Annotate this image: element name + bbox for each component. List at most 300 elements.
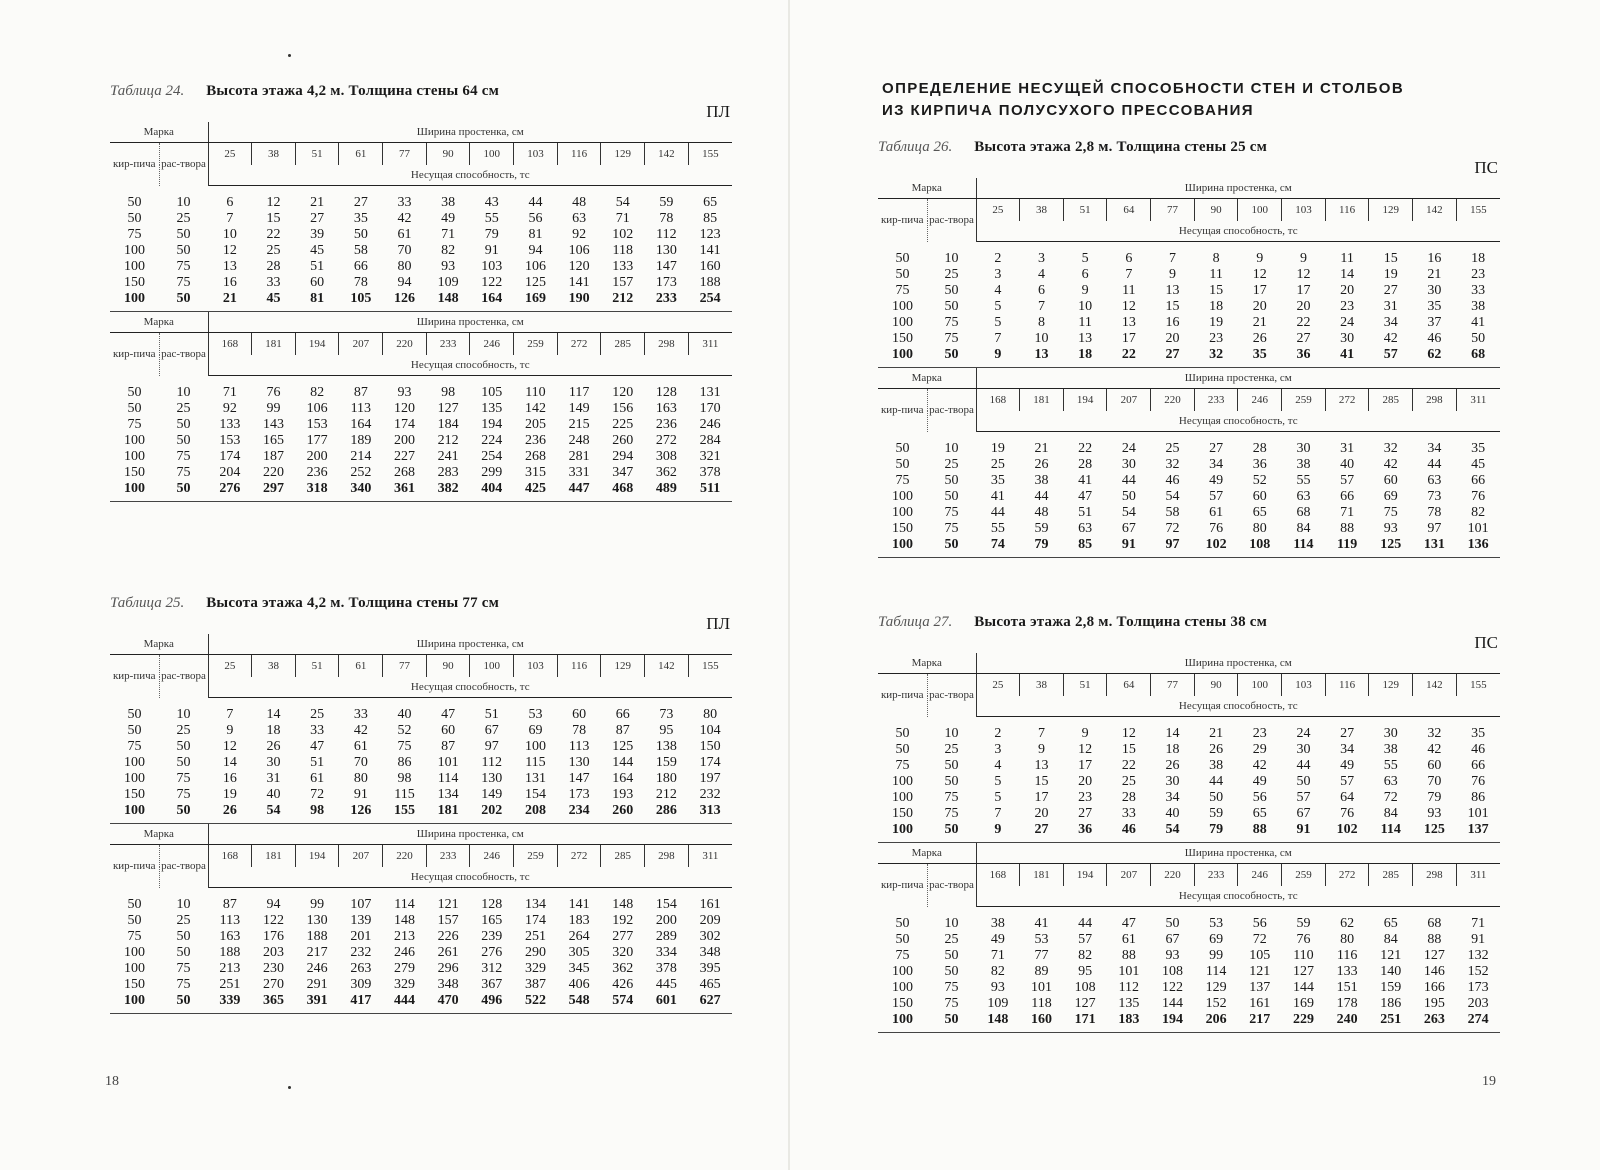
capacity-value: 60 [572,707,587,722]
print-dot [288,1086,291,1089]
capacity-value: 19 [990,441,1005,456]
capacity-value: 348 [437,977,459,992]
capacity-value: 174 [524,913,546,928]
capacity-value: 25 [266,243,281,258]
capacity-value: 38 [1034,473,1049,488]
capacity-value: 30 [1296,742,1311,757]
table-row [110,977,732,993]
header-capacity: Несущая способность, тс [208,355,732,376]
capacity-value: 35 [1471,726,1486,741]
table-row [110,723,732,739]
table-row [878,1012,1500,1028]
capacity-value: 93 [990,980,1005,995]
capacity-value: 76 [1209,521,1224,536]
capacity-value: 48 [572,195,587,210]
table-row [878,822,1500,838]
width-column-header: 311 [1456,864,1500,887]
table-row [878,331,1500,347]
width-column-header: 181 [1020,389,1064,412]
capacity-value: 118 [612,243,633,258]
capacity-value: 84 [1383,806,1398,821]
capacity-value: 99 [310,897,325,912]
mortar-grade: 50 [176,945,191,960]
brick-grade: 75 [127,227,142,242]
brick-grade: 50 [127,385,142,400]
header-width: Ширина простенка, см [976,178,1500,199]
capacity-value: 44 [1296,758,1311,773]
header-width: Ширина простенка, см [208,122,732,143]
capacity-value: 121 [1249,964,1271,979]
width-column-header: 311 [688,333,732,356]
capacity-value: 51 [484,707,499,722]
capacity-value: 27 [310,211,325,226]
capacity-value: 40 [266,787,281,802]
capacity-value: 261 [437,945,459,960]
capacity-value: 21 [1252,315,1267,330]
capacity-value: 32 [1209,347,1224,362]
width-column-header: 103 [514,143,558,166]
capacity-value: 121 [1380,948,1402,963]
capacity-value: 100 [524,739,546,754]
width-column-header: 285 [601,333,645,356]
header-rastvora: рас-твора [927,864,976,907]
capacity-value: 12 [222,739,237,754]
capacity-value: 251 [524,929,546,944]
capacity-value: 130 [481,771,503,786]
mortar-grade: 50 [944,774,959,789]
capacity-value: 522 [524,993,546,1008]
header-marka: Марка [878,843,976,864]
width-column-header: 142 [645,655,689,678]
capacity-value: 41 [990,489,1005,504]
capacity-value: 46 [1471,742,1486,757]
brick-grade: 100 [124,433,145,448]
capacity-value: 66 [1471,473,1486,488]
capacity-value: 61 [353,739,368,754]
capacity-value: 64 [1340,790,1355,805]
capacity-value: 309 [350,977,372,992]
capacity-value: 268 [393,465,415,480]
header-rastvora: рас-твора [927,674,976,717]
header-width: Ширина простенка, см [976,843,1500,864]
capacity-value: 165 [481,913,503,928]
brick-grade: 100 [124,961,145,976]
width-column-header: 38 [1020,199,1064,222]
capacity-value: 153 [306,417,328,432]
capacity-value: 92 [572,227,587,242]
capacity-value: 52 [397,723,412,738]
width-column-header: 259 [514,845,558,868]
capacity-value: 80 [703,707,718,722]
capacity-value: 101 [437,755,459,770]
width-column-header: 61 [339,655,383,678]
capacity-value: 334 [655,945,677,960]
capacity-value: 57 [1383,347,1398,362]
capacity-value: 116 [1336,948,1358,963]
brick-grade: 75 [895,758,910,773]
width-column-header: 311 [1456,389,1500,412]
brick-grade: 100 [124,259,145,274]
capacity-value: 79 [484,227,499,242]
capacity-value: 404 [481,481,503,496]
capacity-value: 88 [1121,948,1136,963]
width-column-header: 90 [426,655,470,678]
header-kirpicha: кир-пича [878,864,927,907]
header-rastvora: рас-твора [927,199,976,242]
capacity-value: 251 [219,977,241,992]
capacity-value: 395 [699,961,721,976]
capacity-value: 147 [568,771,590,786]
capacity-value: 88 [1427,932,1442,947]
capacity-value: 164 [350,417,372,432]
data-table [110,312,732,502]
capacity-value: 165 [263,433,284,448]
capacity-value: 299 [481,465,503,480]
header-marka: Марка [110,824,208,845]
capacity-value: 23 [1471,267,1486,282]
capacity-value: 85 [1078,537,1093,552]
capacity-value: 36 [1078,822,1093,837]
width-column-header: 129 [1369,674,1413,697]
capacity-value: 77 [1034,948,1049,963]
capacity-value: 7 [1038,726,1045,741]
capacity-value: 236 [524,433,546,448]
mortar-grade: 50 [944,964,959,979]
capacity-value: 42 [1383,457,1398,472]
capacity-value: 141 [568,897,590,912]
capacity-value: 30 [1296,441,1311,456]
width-column-header: 207 [1107,864,1151,887]
capacity-value: 137 [1249,980,1271,995]
brick-grade: 100 [892,537,913,552]
capacity-value: 65 [703,195,718,210]
mortar-grade: 75 [176,259,191,274]
capacity-value: 130 [655,243,677,258]
capacity-value: 71 [615,211,630,226]
mortar-grade: 75 [944,806,959,821]
capacity-value: 72 [1383,790,1398,805]
brick-grade: 50 [895,457,910,472]
capacity-value: 248 [568,433,590,448]
capacity-value: 212 [437,433,459,448]
capacity-value: 38 [441,195,456,210]
capacity-value: 48 [1034,505,1049,520]
capacity-value: 23 [1078,790,1093,805]
capacity-value: 202 [481,803,503,818]
width-column-header: 38 [252,655,296,678]
capacity-value: 99 [266,401,281,416]
capacity-value: 32 [1165,457,1180,472]
section-heading [882,78,1404,122]
capacity-value: 9 [1038,742,1045,757]
capacity-value: 213 [219,961,241,976]
capacity-value: 115 [525,755,546,770]
capacity-value: 5 [994,299,1002,314]
header-kirpicha: кир-пича [878,674,927,717]
mortar-grade: 25 [944,932,959,947]
capacity-value: 46 [1121,822,1136,837]
capacity-value: 284 [699,433,721,448]
brick-grade: 100 [124,481,145,496]
page-number-right: 19 [1482,1074,1496,1089]
width-column-header: 311 [688,845,732,868]
capacity-value: 387 [524,977,546,992]
capacity-value: 68 [1296,505,1311,520]
capacity-value: 233 [655,291,677,306]
table-row [110,433,732,449]
capacity-value: 80 [1252,521,1267,536]
capacity-value: 82 [1471,505,1486,520]
capacity-value: 57 [1209,489,1224,504]
width-column-header: 207 [339,845,383,868]
capacity-value: 44 [1427,457,1442,472]
table-row [110,449,732,465]
capacity-value: 57 [1340,774,1355,789]
capacity-value: 29 [1252,742,1267,757]
capacity-value: 129 [1205,980,1227,995]
capacity-value: 97 [1165,537,1180,552]
capacity-value: 26 [1165,758,1180,773]
capacity-value: 226 [437,929,459,944]
capacity-value: 174 [393,417,415,432]
table-row [878,806,1500,822]
capacity-value: 33 [266,275,281,290]
capacity-value: 122 [481,275,503,290]
width-column-header: 194 [1063,389,1107,412]
capacity-value: 281 [568,449,590,464]
capacity-value: 56 [528,211,543,226]
brick-grade: 100 [892,505,913,520]
width-column-header: 25 [976,199,1020,222]
capacity-value: 13 [1078,331,1093,346]
capacity-value: 7 [994,331,1002,346]
capacity-value: 426 [612,977,634,992]
capacity-value: 34 [1209,457,1224,472]
capacity-value: 75 [1383,505,1398,520]
capacity-value: 425 [524,481,546,496]
brick-grade: 50 [127,211,142,226]
table-row [878,283,1500,299]
width-column-header: 155 [1456,674,1500,697]
capacity-value: 254 [481,449,503,464]
table-row [110,787,732,803]
mortar-grade: 50 [944,758,959,773]
width-column-header: 116 [557,655,601,678]
width-column-header: 233 [1194,864,1238,887]
mortar-grade: 50 [944,822,959,837]
capacity-value: 213 [393,929,415,944]
capacity-value: 25 [990,457,1005,472]
capacity-value: 68 [1471,347,1486,362]
data-table [878,178,1500,368]
width-column-header: 181 [252,845,296,868]
width-column-header: 100 [470,143,514,166]
capacity-value: 378 [655,961,677,976]
capacity-value: 151 [1336,980,1358,995]
capacity-value: 91 [1121,537,1136,552]
capacity-value: 71 [441,227,456,242]
brick-grade: 100 [892,1012,913,1027]
capacity-value: 276 [481,945,503,960]
capacity-value: 12 [1296,267,1311,282]
series-label: ПС [1474,158,1498,177]
capacity-value: 105 [350,291,372,306]
width-column-header: 168 [976,864,1020,887]
header-capacity: Несущая способность, тс [208,677,732,698]
capacity-value: 54 [615,195,630,210]
capacity-value: 20 [1078,774,1093,789]
capacity-value: 128 [655,385,677,400]
capacity-value: 155 [393,803,415,818]
left-page [0,0,790,1170]
capacity-value: 188 [306,929,328,944]
table-caption [110,592,732,614]
capacity-value: 81 [310,291,325,306]
capacity-value: 93 [1427,806,1442,821]
table-row [110,401,732,417]
width-column-header: 129 [601,655,645,678]
capacity-value: 236 [306,465,328,480]
capacity-value: 45 [266,291,281,306]
brick-grade: 100 [124,755,145,770]
header-marka: Марка [878,653,976,674]
table-row [878,315,1500,331]
capacity-value: 86 [397,755,412,770]
header-capacity: Несущая способность, тс [208,867,732,888]
capacity-value: 79 [1209,822,1224,837]
capacity-value: 47 [1078,489,1093,504]
capacity-value: 87 [222,897,237,912]
capacity-value: 102 [612,227,634,242]
capacity-value: 163 [219,929,241,944]
capacity-value: 134 [524,897,546,912]
brick-grade: 100 [892,774,913,789]
mortar-grade: 10 [944,441,959,456]
capacity-value: 80 [1340,932,1355,947]
capacity-value: 26 [1034,457,1049,472]
capacity-value: 93 [1165,948,1180,963]
capacity-value: 169 [524,291,546,306]
width-column-header: 51 [1063,199,1107,222]
capacity-value: 101 [1031,980,1052,995]
table-row [878,980,1500,996]
capacity-value: 61 [310,771,325,786]
capacity-value: 159 [655,755,677,770]
table-row [878,726,1500,742]
mortar-grade: 50 [176,803,191,818]
capacity-value: 39 [310,227,325,242]
capacity-value: 65 [1383,916,1398,931]
width-column-header: 259 [514,333,558,356]
capacity-value: 12 [1252,267,1267,282]
width-column-header: 77 [1151,674,1195,697]
mortar-grade: 50 [944,489,959,504]
capacity-value: 57 [1296,790,1311,805]
capacity-value: 321 [699,449,721,464]
capacity-value: 134 [437,787,459,802]
table-row [878,537,1500,553]
capacity-value: 82 [1078,948,1093,963]
capacity-value: 55 [990,521,1005,536]
width-column-header: 272 [557,845,601,868]
capacity-value: 465 [699,977,721,992]
capacity-value: 30 [1340,331,1355,346]
table-row [110,291,732,307]
capacity-value: 122 [263,913,284,928]
header-width: Ширина простенка, см [976,653,1500,674]
brick-grade: 50 [127,401,142,416]
header-rastvora: рас-твора [159,655,208,698]
capacity-value: 305 [568,945,590,960]
capacity-value: 49 [1340,758,1355,773]
capacity-value: 365 [263,993,284,1008]
capacity-value: 112 [1118,980,1140,995]
capacity-value: 63 [1427,473,1442,488]
capacity-value: 548 [568,993,590,1008]
width-column-header: 129 [601,143,645,166]
capacity-value: 382 [437,481,459,496]
capacity-value: 11 [1209,267,1223,282]
header-rastvora: рас-твора [159,143,208,186]
capacity-value: 113 [219,913,241,928]
brick-grade: 100 [124,291,145,306]
capacity-value: 11 [1122,283,1136,298]
capacity-value: 16 [222,771,237,786]
right-page [790,0,1600,1170]
table-row [110,945,732,961]
brick-grade: 50 [127,723,142,738]
capacity-value: 113 [568,739,590,754]
capacity-value: 73 [1427,489,1442,504]
mortar-grade: 50 [176,291,191,306]
capacity-value: 91 [1296,822,1311,837]
capacity-value: 194 [1161,1012,1183,1027]
mortar-grade: 10 [176,707,191,722]
capacity-value: 128 [481,897,503,912]
capacity-value: 12 [1121,299,1136,314]
capacity-value: 110 [1293,948,1314,963]
width-column-header: 168 [208,333,252,356]
capacity-value: 28 [266,259,281,274]
capacity-value: 47 [1121,916,1136,931]
capacity-value: 13 [1034,758,1049,773]
width-column-header: 116 [1325,674,1369,697]
capacity-value: 34 [1427,441,1442,456]
capacity-value: 35 [353,211,368,226]
capacity-value: 31 [266,771,281,786]
capacity-value: 329 [524,961,546,976]
brick-grade: 150 [124,275,145,290]
capacity-value: 125 [612,739,634,754]
capacity-value: 71 [1340,505,1355,520]
capacity-value: 12 [266,195,281,210]
capacity-value: 58 [353,243,368,258]
capacity-value: 60 [1252,489,1267,504]
capacity-value: 225 [612,417,634,432]
capacity-value: 106 [524,259,546,274]
capacity-value: 49 [990,932,1005,947]
capacity-value: 406 [568,977,590,992]
capacity-value: 188 [699,275,721,290]
capacity-value: 74 [990,537,1005,552]
table-row [878,948,1500,964]
brick-grade: 75 [895,473,910,488]
capacity-value: 148 [393,913,415,928]
mortar-grade: 50 [944,299,959,314]
table-row [110,417,732,433]
capacity-value: 200 [306,449,328,464]
width-column-header: 25 [208,655,252,678]
